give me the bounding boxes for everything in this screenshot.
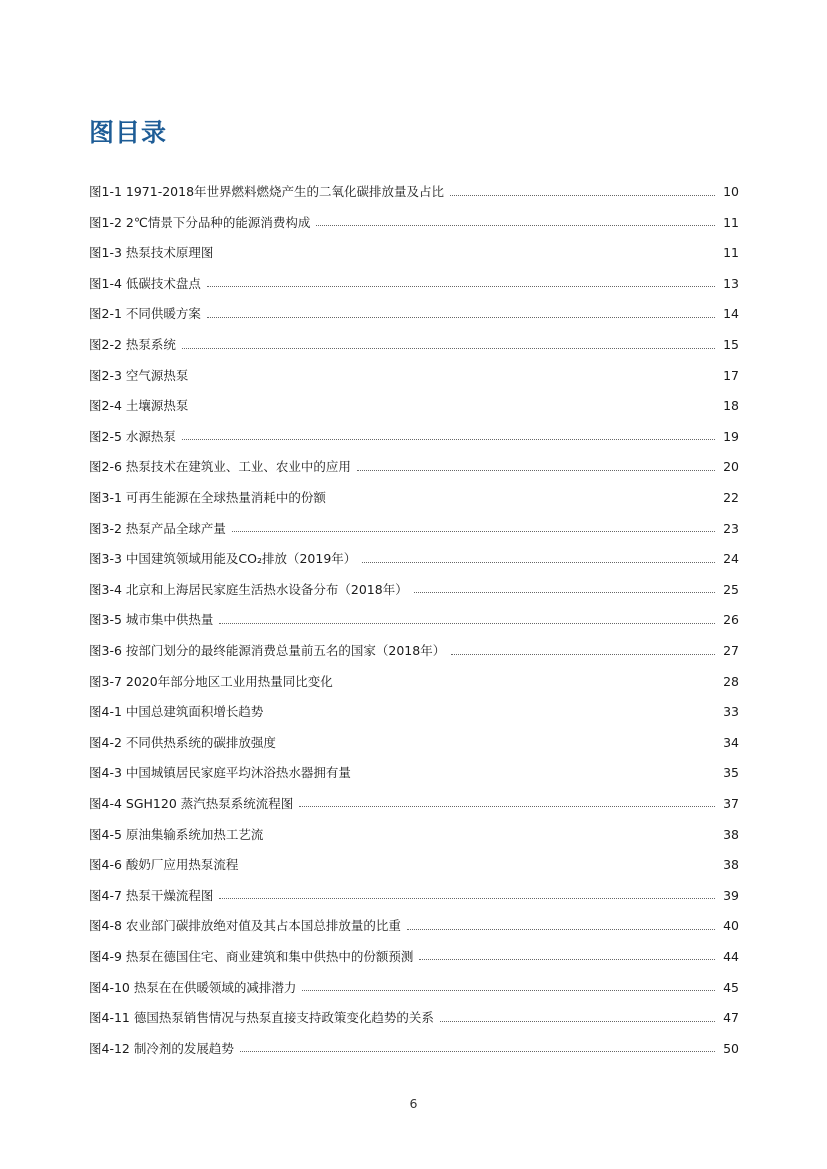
toc-entry[interactable] bbox=[89, 810, 739, 841]
toc-leader-dots bbox=[194, 409, 715, 410]
toc-entry-label: 图3-5 城市集中供热量 bbox=[89, 612, 214, 628]
toc-leader-dots bbox=[419, 959, 715, 960]
toc-entry-label: 图2-4 土壤源热泵 bbox=[89, 398, 189, 414]
figure-list bbox=[89, 168, 739, 1055]
toc-entry[interactable] bbox=[89, 413, 739, 444]
toc-entry-page: 40 bbox=[723, 918, 739, 934]
toc-leader-dots bbox=[357, 776, 715, 777]
toc-entry-label: 图2-3 空气源热泵 bbox=[89, 367, 189, 383]
toc-entry-label: 图3-4 北京和上海居民家庭生活热水设备分布（2018年） bbox=[89, 581, 408, 597]
toc-entry-label: 图3-1 可再生能源在全球热量消耗中的份额 bbox=[89, 490, 326, 506]
toc-entry-page: 17 bbox=[723, 367, 739, 383]
toc-entry-page: 50 bbox=[723, 1040, 739, 1056]
toc-entry-page: 39 bbox=[723, 887, 739, 903]
toc-leader-dots bbox=[219, 623, 715, 624]
toc-entry-label: 图2-1 不同供暖方案 bbox=[89, 306, 201, 322]
toc-entry[interactable] bbox=[89, 1025, 739, 1056]
toc-leader-dots bbox=[232, 531, 715, 532]
toc-leader-dots bbox=[299, 806, 715, 807]
toc-entry-label: 图4-8 农业部门碳排放绝对值及其占本国总排放量的比重 bbox=[89, 918, 401, 934]
toc-entry-page: 13 bbox=[723, 275, 739, 291]
toc-entry[interactable] bbox=[89, 382, 739, 413]
toc-entry-label: 图4-1 中国总建筑面积增长趋势 bbox=[89, 704, 264, 720]
toc-entry-page: 22 bbox=[723, 490, 739, 506]
toc-entry[interactable] bbox=[89, 505, 739, 536]
toc-entry[interactable] bbox=[89, 443, 739, 474]
toc-entry[interactable] bbox=[89, 199, 739, 230]
toc-entry-page: 11 bbox=[723, 214, 739, 230]
toc-entry-page: 27 bbox=[723, 643, 739, 658]
toc-entry-label: 图3-6 按部门划分的最终能源消费总量前五名的国家（2018年） bbox=[89, 643, 446, 658]
toc-entry-page: 14 bbox=[723, 306, 739, 322]
toc-leader-dots bbox=[362, 562, 715, 563]
toc-entry-label: 图4-11 德国热泵销售情况与热泵直接支持政策变化趋势的关系 bbox=[89, 1010, 434, 1026]
toc-leader-dots bbox=[269, 837, 715, 838]
toc-entry[interactable] bbox=[89, 168, 739, 199]
toc-entry-page: 45 bbox=[723, 979, 739, 995]
toc-entry-page: 47 bbox=[723, 1010, 739, 1026]
toc-entry-page: 20 bbox=[723, 459, 739, 475]
toc-entry-label: 图4-2 不同供热系统的碳排放强度 bbox=[89, 734, 276, 750]
toc-entry-page: 33 bbox=[723, 704, 739, 720]
toc-entry-page: 23 bbox=[723, 520, 739, 536]
toc-entry[interactable] bbox=[89, 474, 739, 505]
toc-entry[interactable] bbox=[89, 321, 739, 352]
toc-entry[interactable] bbox=[89, 841, 739, 872]
toc-entry-label: 图3-2 热泵产品全球产量 bbox=[89, 520, 226, 536]
toc-entry-label: 图2-6 热泵技术在建筑业、工业、农业中的应用 bbox=[89, 459, 351, 475]
toc-leader-dots bbox=[182, 439, 715, 440]
toc-entry-label: 图4-9 热泵在德国住宅、商业建筑和集中供热中的份额预测 bbox=[89, 948, 414, 964]
toc-entry[interactable] bbox=[89, 780, 739, 811]
toc-leader-dots bbox=[407, 929, 715, 930]
toc-entry-label: 图2-5 水源热泵 bbox=[89, 428, 176, 444]
toc-entry-page: 11 bbox=[723, 245, 739, 261]
toc-entry-page: 37 bbox=[723, 795, 739, 811]
toc-entry-page: 10 bbox=[723, 184, 739, 200]
toc-entry[interactable] bbox=[89, 290, 739, 321]
toc-entry[interactable] bbox=[89, 535, 739, 566]
toc-leader-dots bbox=[269, 715, 715, 716]
toc-leader-dots bbox=[219, 898, 715, 899]
toc-leader-dots bbox=[207, 286, 715, 287]
toc-entry[interactable] bbox=[89, 352, 739, 383]
toc-entry-label: 图1-3 热泵技术原理图 bbox=[89, 245, 214, 261]
toc-entry-page: 26 bbox=[723, 612, 739, 628]
toc-leader-dots bbox=[302, 990, 715, 991]
toc-leader-dots bbox=[332, 501, 715, 502]
toc-entry-page: 25 bbox=[723, 581, 739, 597]
toc-entry[interactable] bbox=[89, 566, 739, 597]
toc-leader-dots bbox=[207, 317, 715, 318]
toc-entry[interactable] bbox=[89, 658, 739, 689]
toc-entry[interactable] bbox=[89, 260, 739, 291]
toc-entry-label: 图4-7 热泵干燥流程图 bbox=[89, 887, 214, 903]
toc-entry[interactable] bbox=[89, 688, 739, 719]
toc-leader-dots bbox=[450, 195, 715, 196]
toc-entry[interactable] bbox=[89, 963, 739, 994]
toc-entry[interactable] bbox=[89, 933, 739, 964]
toc-entry-label: 图1-4 低碳技术盘点 bbox=[89, 275, 201, 291]
toc-leader-dots bbox=[244, 868, 715, 869]
toc-entry[interactable] bbox=[89, 627, 739, 658]
toc-entry[interactable] bbox=[89, 596, 739, 627]
page-number: 6 bbox=[409, 1096, 418, 1111]
toc-entry-label: 图3-7 2020年部分地区工业用热量同比变化 bbox=[89, 673, 333, 689]
toc-entry-label: 图1-1 1971-2018年世界燃料燃烧产生的二氧化碳排放量及占比 bbox=[89, 184, 445, 200]
toc-entry-label: 图3-3 中国建筑领域用能及CO₂排放（2019年） bbox=[89, 551, 357, 567]
toc-entry[interactable] bbox=[89, 994, 739, 1025]
toc-entry-page: 28 bbox=[723, 673, 739, 689]
toc-entry-page: 15 bbox=[723, 337, 739, 353]
toc-leader-dots bbox=[440, 1021, 715, 1022]
toc-entry-label: 图4-6 酸奶厂应用热泵流程 bbox=[89, 857, 239, 873]
toc-entry-label: 图4-4 SGH120 蒸汽热泵系统流程图 bbox=[89, 795, 294, 811]
toc-entry-label: 图2-2 热泵系统 bbox=[89, 337, 176, 353]
toc-leader-dots bbox=[282, 745, 715, 746]
toc-entry-page: 18 bbox=[723, 398, 739, 414]
toc-leader-dots bbox=[194, 378, 715, 379]
toc-entry-page: 35 bbox=[723, 765, 739, 781]
toc-leader-dots bbox=[451, 654, 715, 655]
toc-entry[interactable] bbox=[89, 229, 739, 260]
toc-entry-label: 图4-10 热泵在在供暖领域的减排潜力 bbox=[89, 979, 297, 995]
toc-entry[interactable] bbox=[89, 719, 739, 750]
toc-entry-page: 19 bbox=[723, 428, 739, 444]
toc-leader-dots bbox=[339, 684, 715, 685]
toc-entry-page: 38 bbox=[723, 857, 739, 873]
toc-entry-page: 38 bbox=[723, 826, 739, 842]
toc-entry-page: 44 bbox=[723, 948, 739, 964]
toc-entry-label: 图4-3 中国城镇居民家庭平均沐浴热水器拥有量 bbox=[89, 765, 351, 781]
toc-leader-dots bbox=[219, 256, 715, 257]
toc-entry[interactable] bbox=[89, 902, 739, 933]
toc-entry-label: 图1-2 2℃情景下分品种的能源消费构成 bbox=[89, 214, 311, 230]
toc-entry-page: 24 bbox=[723, 551, 739, 567]
toc-entry[interactable] bbox=[89, 872, 739, 903]
toc-entry-label: 图4-12 制冷剂的发展趋势 bbox=[89, 1040, 234, 1056]
toc-leader-dots bbox=[414, 592, 715, 593]
toc-leader-dots bbox=[240, 1051, 715, 1052]
page-title: 图目录 bbox=[89, 118, 168, 147]
toc-entry-label: 图4-5 原油集输系统加热工艺流 bbox=[89, 826, 264, 842]
toc-leader-dots bbox=[182, 348, 715, 349]
toc-leader-dots bbox=[357, 470, 715, 471]
toc-leader-dots bbox=[316, 225, 715, 226]
toc-entry-page: 34 bbox=[723, 734, 739, 750]
toc-entry[interactable] bbox=[89, 749, 739, 780]
